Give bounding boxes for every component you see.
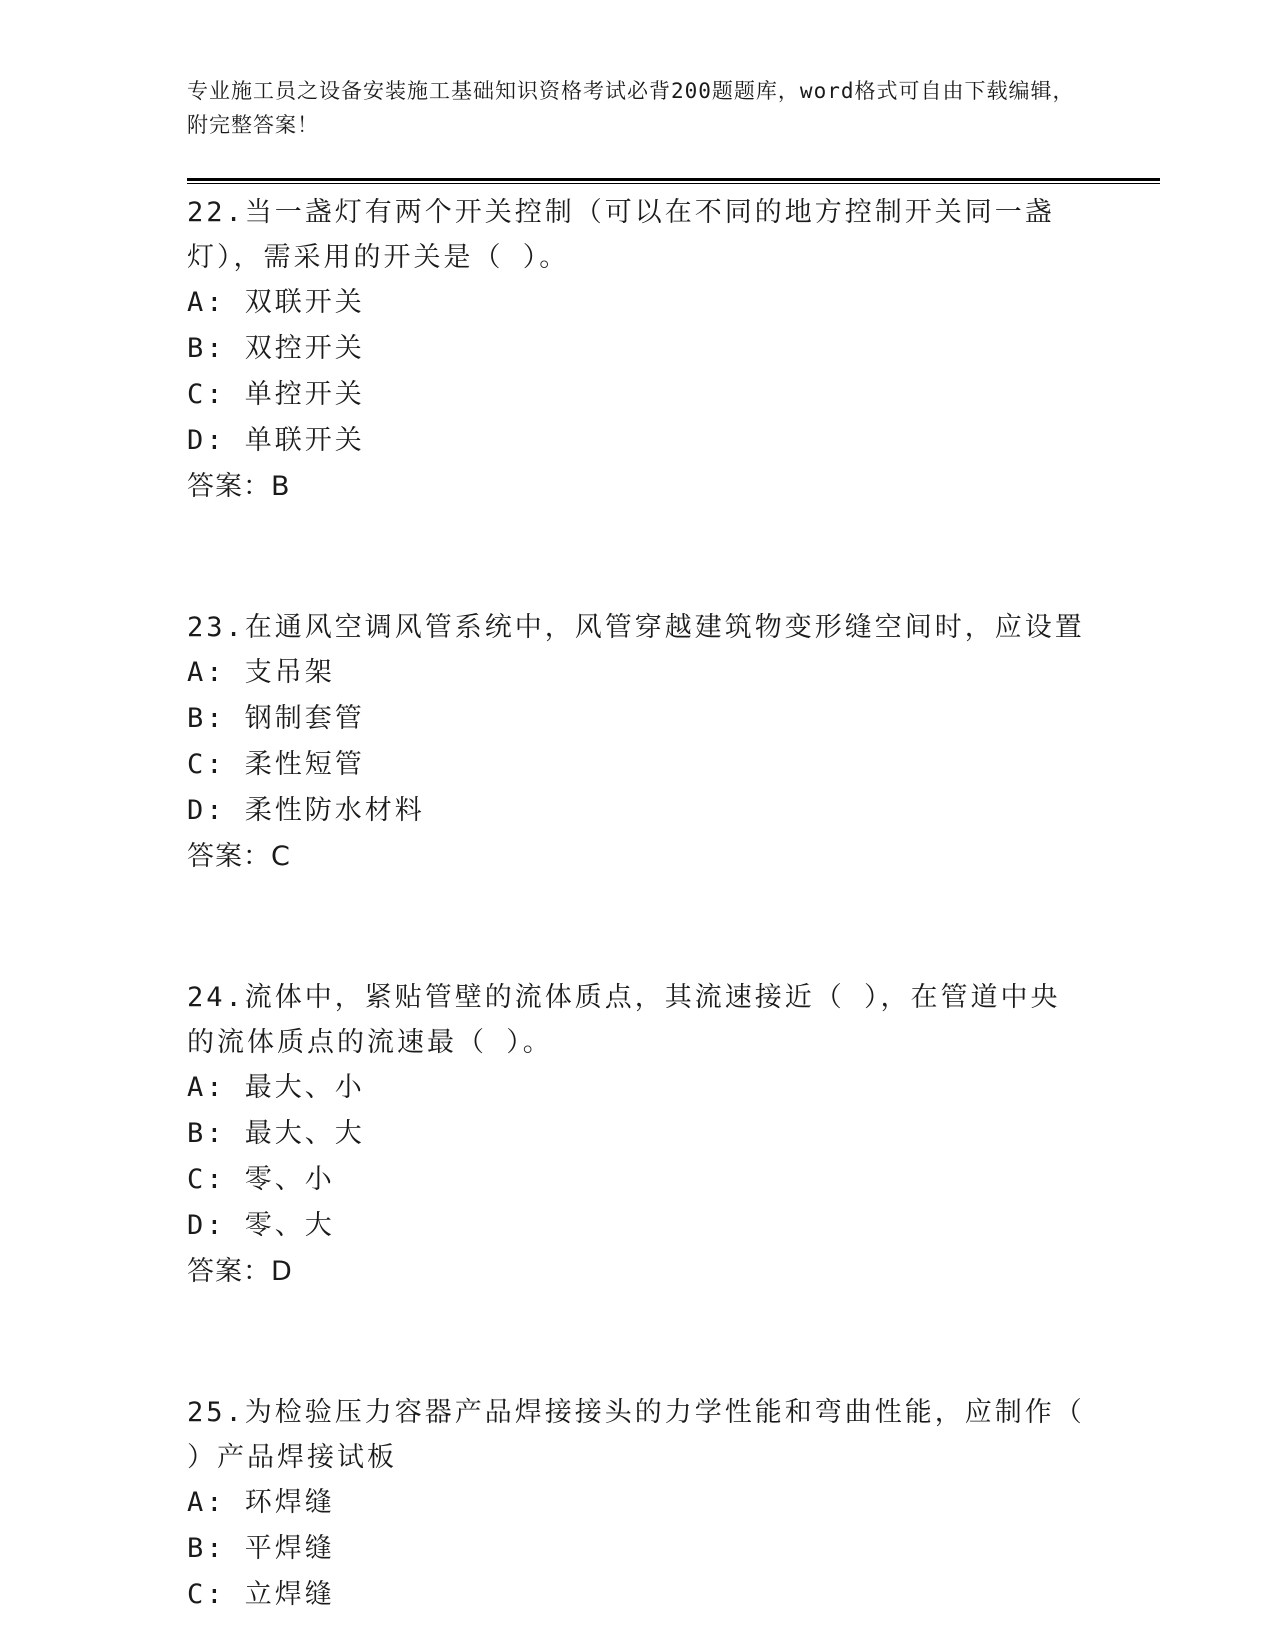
question-list [187,190,1087,1618]
option-b: B: 双控开关 [187,333,365,364]
option-a: A: 支吊架 [187,657,335,688]
option-d: D: 单联开关 [187,425,365,456]
option-c: C: 柔性短管 [187,749,365,780]
answer-line: 答案：C [187,841,291,872]
option-a: A: 环焊缝 [187,1487,335,1518]
option-a: A: 双联开关 [187,287,365,318]
question-stem: 25.为检验压力容器产品焊接接头的力学性能和弯曲性能，应制作（ ）产品焊接试板 [187,1397,1085,1473]
document-header: 专业施工员之设备安装施工基础知识资格考试必背200题题库，word格式可自由下载编辑，附完整答案！ [187,79,1075,137]
header-divider-thick [187,178,1160,181]
question-stem: 23.在通风空调风管系统中，风管穿越建筑物变形缝空间时，应设置 [187,612,1085,643]
option-c: C: 零、小 [187,1164,335,1195]
question-stem: 22.当一盏灯有两个开关控制（可以在不同的地方控制开关同一盏灯），需采用的开关是（ ）。 [187,197,1055,273]
option-d: D: 零、大 [187,1210,335,1241]
answer-line: 答案：B [187,471,291,502]
option-b: B: 钢制套管 [187,703,365,734]
question-22 [187,190,1087,510]
question-24 [187,975,1087,1295]
option-b: B: 平焊缝 [187,1533,335,1564]
question-stem: 24.流体中，紧贴管壁的流体质点，其流速接近（ ），在管道中央的流体质点的流速最（ ）。 [187,982,1061,1058]
header-divider-thin [187,183,1160,184]
option-b: B: 最大、大 [187,1118,365,1149]
question-23 [187,605,1087,880]
option-c: C: 单控开关 [187,379,365,410]
option-a: A: 最大、小 [187,1072,365,1103]
option-c: C: 立焊缝 [187,1579,335,1610]
option-d: D: 柔性防水材料 [187,795,425,826]
answer-line: 答案：D [187,1256,293,1287]
question-25 [187,1390,1087,1618]
